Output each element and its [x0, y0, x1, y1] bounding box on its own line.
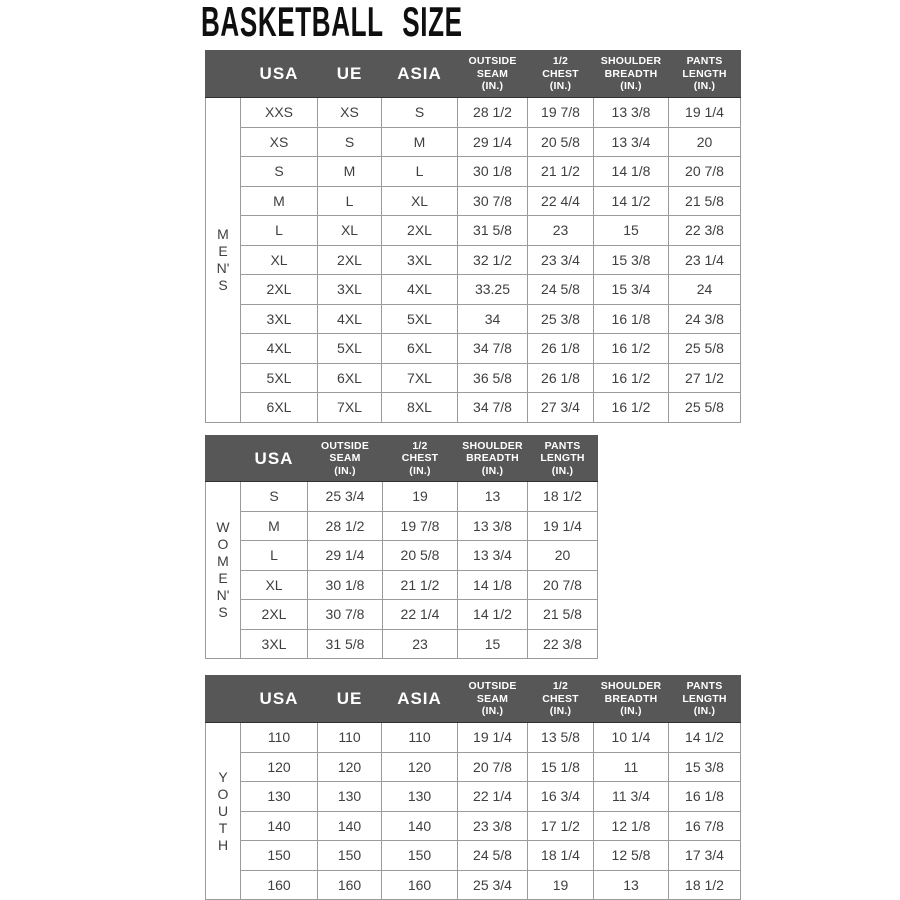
youth-cell-usa: 120 [241, 752, 318, 782]
mens-cell-outside-seam: 32 1/2 [458, 245, 528, 275]
mens-cell-ue: XL [318, 216, 382, 246]
mens-cell-asia: S [382, 98, 458, 128]
mens-row-10 [206, 363, 741, 393]
youth-cell-half-chest: 19 [528, 870, 594, 900]
youth-cell-half-chest: 15 1/8 [528, 752, 594, 782]
youth-cell-asia: 120 [382, 752, 458, 782]
mens-cell-shoulder-breadth: 14 1/8 [594, 157, 669, 187]
mens-cell-outside-seam: 36 5/8 [458, 363, 528, 393]
youth-cell-half-chest: 18 1/4 [528, 841, 594, 871]
column-header-shoulder-breadth: SHOULDER BREADTH (IN.) [594, 51, 669, 98]
womens-cell-half-chest: 19 [383, 482, 458, 512]
womens-row-3 [206, 541, 598, 571]
mens-cell-asia: 7XL [382, 363, 458, 393]
youth-cell-usa: 150 [241, 841, 318, 871]
mens-cell-ue: 5XL [318, 334, 382, 364]
mens-cell-ue: 6XL [318, 363, 382, 393]
youth-cell-ue: 130 [318, 782, 382, 812]
mens-cell-ue: S [318, 127, 382, 157]
youth-cell-half-chest: 13 5/8 [528, 723, 594, 753]
womens-cell-usa: 3XL [241, 629, 308, 659]
youth-cell-half-chest: 16 3/4 [528, 782, 594, 812]
mens-cell-usa: 3XL [241, 304, 318, 334]
womens-cell-shoulder-breadth: 14 1/2 [458, 600, 528, 630]
womens-cell-pants-length: 21 5/8 [528, 600, 598, 630]
page-title-word-2: SIZE [402, 0, 463, 45]
mens-cell-usa: L [241, 216, 318, 246]
group-label-womens: W O M E N' S [206, 482, 241, 659]
womens-cell-outside-seam: 28 1/2 [308, 511, 383, 541]
mens-cell-half-chest: 27 3/4 [528, 393, 594, 423]
mens-cell-shoulder-breadth: 16 1/2 [594, 334, 669, 364]
mens-cell-outside-seam: 34 [458, 304, 528, 334]
group-label-youth: Y O U T H [206, 723, 241, 900]
mens-row-5 [206, 216, 741, 246]
mens-cell-asia: L [382, 157, 458, 187]
mens-header [206, 51, 741, 98]
youth-cell-pants-length: 15 3/8 [669, 752, 741, 782]
mens-cell-shoulder-breadth: 16 1/2 [594, 363, 669, 393]
youth-cell-asia: 140 [382, 811, 458, 841]
mens-cell-asia: 5XL [382, 304, 458, 334]
youth-body [206, 723, 741, 900]
mens-cell-asia: 4XL [382, 275, 458, 305]
mens-cell-pants-length: 20 7/8 [669, 157, 741, 187]
mens-cell-pants-length: 19 1/4 [669, 98, 741, 128]
youth-cell-ue: 160 [318, 870, 382, 900]
youth-cell-pants-length: 14 1/2 [669, 723, 741, 753]
column-header-ue: UE [318, 51, 382, 98]
mens-cell-outside-seam: 31 5/8 [458, 216, 528, 246]
youth-row-2 [206, 752, 741, 782]
mens-cell-pants-length: 27 1/2 [669, 363, 741, 393]
womens-row-2 [206, 511, 598, 541]
page-title-word-1: BASKETBALL [201, 0, 384, 45]
mens-cell-usa: XL [241, 245, 318, 275]
youth-header [206, 676, 741, 723]
mens-cell-outside-seam: 30 1/8 [458, 157, 528, 187]
mens-cell-ue: XS [318, 98, 382, 128]
mens-cell-outside-seam: 34 7/8 [458, 334, 528, 364]
mens-cell-ue: 3XL [318, 275, 382, 305]
youth-cell-outside-seam: 20 7/8 [458, 752, 528, 782]
youth-cell-shoulder-breadth: 11 3/4 [594, 782, 669, 812]
mens-cell-usa: XS [241, 127, 318, 157]
youth-size-table [205, 675, 741, 900]
mens-cell-half-chest: 26 1/8 [528, 363, 594, 393]
youth-cell-asia: 150 [382, 841, 458, 871]
mens-row-7 [206, 275, 741, 305]
column-header-half-chest: 1/2 CHEST (IN.) [383, 436, 458, 482]
mens-cell-pants-length: 25 5/8 [669, 393, 741, 423]
mens-cell-usa: S [241, 157, 318, 187]
womens-header [206, 436, 598, 482]
mens-cell-shoulder-breadth: 13 3/4 [594, 127, 669, 157]
womens-cell-outside-seam: 31 5/8 [308, 629, 383, 659]
column-header-pants-length: PANTS LENGTH (IN.) [528, 436, 598, 482]
youth-cell-shoulder-breadth: 12 1/8 [594, 811, 669, 841]
column-header-half-chest: 1/2 CHEST (IN.) [528, 676, 594, 723]
column-header-pants-length: PANTS LENGTH (IN.) [669, 51, 741, 98]
mens-cell-asia: 8XL [382, 393, 458, 423]
mens-cell-usa: 5XL [241, 363, 318, 393]
womens-row-5 [206, 600, 598, 630]
womens-cell-outside-seam: 29 1/4 [308, 541, 383, 571]
column-header-half-chest: 1/2 CHEST (IN.) [528, 51, 594, 98]
youth-cell-asia: 110 [382, 723, 458, 753]
womens-cell-usa: L [241, 541, 308, 571]
mens-cell-ue: 7XL [318, 393, 382, 423]
youth-cell-outside-seam: 19 1/4 [458, 723, 528, 753]
mens-row-8 [206, 304, 741, 334]
mens-size-table [205, 50, 741, 423]
womens-cell-pants-length: 20 7/8 [528, 570, 598, 600]
womens-group-header-spacer [206, 436, 241, 482]
womens-cell-shoulder-breadth: 14 1/8 [458, 570, 528, 600]
mens-cell-shoulder-breadth: 16 1/2 [594, 393, 669, 423]
mens-row-1 [206, 98, 741, 128]
womens-cell-usa: XL [241, 570, 308, 600]
womens-cell-pants-length: 19 1/4 [528, 511, 598, 541]
youth-cell-pants-length: 16 7/8 [669, 811, 741, 841]
womens-cell-pants-length: 18 1/2 [528, 482, 598, 512]
mens-group-header-spacer [206, 51, 241, 98]
mens-cell-asia: M [382, 127, 458, 157]
womens-cell-outside-seam: 30 7/8 [308, 600, 383, 630]
mens-cell-usa: 4XL [241, 334, 318, 364]
womens-size-table [205, 435, 598, 659]
mens-cell-pants-length: 24 3/8 [669, 304, 741, 334]
youth-cell-ue: 120 [318, 752, 382, 782]
womens-cell-pants-length: 20 [528, 541, 598, 571]
youth-cell-shoulder-breadth: 11 [594, 752, 669, 782]
youth-header-row [206, 676, 741, 723]
mens-cell-half-chest: 21 1/2 [528, 157, 594, 187]
womens-row-4 [206, 570, 598, 600]
column-header-outside-seam: OUTSIDE SEAM (IN.) [458, 51, 528, 98]
mens-cell-usa: M [241, 186, 318, 216]
youth-cell-usa: 140 [241, 811, 318, 841]
womens-cell-half-chest: 23 [383, 629, 458, 659]
mens-cell-ue: M [318, 157, 382, 187]
youth-cell-pants-length: 18 1/2 [669, 870, 741, 900]
womens-cell-pants-length: 22 3/8 [528, 629, 598, 659]
youth-row-1 [206, 723, 741, 753]
youth-cell-pants-length: 16 1/8 [669, 782, 741, 812]
column-header-ue: UE [318, 676, 382, 723]
mens-cell-shoulder-breadth: 16 1/8 [594, 304, 669, 334]
mens-row-11 [206, 393, 741, 423]
womens-body [206, 482, 598, 659]
youth-row-4 [206, 811, 741, 841]
youth-row-5 [206, 841, 741, 871]
mens-cell-asia: XL [382, 186, 458, 216]
mens-cell-ue: 2XL [318, 245, 382, 275]
youth-row-3 [206, 782, 741, 812]
column-header-outside-seam: OUTSIDE SEAM (IN.) [308, 436, 383, 482]
mens-cell-ue: L [318, 186, 382, 216]
mens-cell-pants-length: 20 [669, 127, 741, 157]
group-label-mens: M E N' S [206, 98, 241, 423]
column-header-pants-length: PANTS LENGTH (IN.) [669, 676, 741, 723]
mens-cell-usa: 2XL [241, 275, 318, 305]
youth-cell-ue: 140 [318, 811, 382, 841]
womens-cell-usa: M [241, 511, 308, 541]
womens-cell-shoulder-breadth: 13 3/4 [458, 541, 528, 571]
mens-cell-pants-length: 24 [669, 275, 741, 305]
page-title [201, 1, 463, 43]
column-header-usa: USA [241, 436, 308, 482]
column-header-usa: USA [241, 51, 318, 98]
mens-cell-shoulder-breadth: 13 3/8 [594, 98, 669, 128]
youth-cell-asia: 160 [382, 870, 458, 900]
mens-row-3 [206, 157, 741, 187]
youth-cell-outside-seam: 25 3/4 [458, 870, 528, 900]
mens-cell-pants-length: 21 5/8 [669, 186, 741, 216]
womens-cell-usa: 2XL [241, 600, 308, 630]
mens-cell-half-chest: 22 4/4 [528, 186, 594, 216]
mens-cell-shoulder-breadth: 15 3/8 [594, 245, 669, 275]
mens-cell-pants-length: 25 5/8 [669, 334, 741, 364]
mens-cell-half-chest: 25 3/8 [528, 304, 594, 334]
youth-cell-usa: 160 [241, 870, 318, 900]
womens-cell-shoulder-breadth: 13 3/8 [458, 511, 528, 541]
column-header-outside-seam: OUTSIDE SEAM (IN.) [458, 676, 528, 723]
column-header-usa: USA [241, 676, 318, 723]
mens-row-9 [206, 334, 741, 364]
mens-cell-outside-seam: 34 7/8 [458, 393, 528, 423]
youth-group-header-spacer [206, 676, 241, 723]
mens-cell-half-chest: 24 5/8 [528, 275, 594, 305]
youth-cell-shoulder-breadth: 13 [594, 870, 669, 900]
womens-cell-outside-seam: 25 3/4 [308, 482, 383, 512]
mens-body [206, 98, 741, 423]
youth-cell-ue: 150 [318, 841, 382, 871]
column-header-asia: ASIA [382, 51, 458, 98]
mens-row-4 [206, 186, 741, 216]
mens-cell-outside-seam: 29 1/4 [458, 127, 528, 157]
mens-header-row [206, 51, 741, 98]
mens-cell-shoulder-breadth: 15 [594, 216, 669, 246]
youth-cell-half-chest: 17 1/2 [528, 811, 594, 841]
mens-cell-shoulder-breadth: 14 1/2 [594, 186, 669, 216]
womens-row-6 [206, 629, 598, 659]
womens-cell-shoulder-breadth: 13 [458, 482, 528, 512]
youth-cell-shoulder-breadth: 10 1/4 [594, 723, 669, 753]
mens-cell-half-chest: 23 [528, 216, 594, 246]
womens-cell-usa: S [241, 482, 308, 512]
womens-header-row [206, 436, 598, 482]
mens-cell-usa: XXS [241, 98, 318, 128]
youth-cell-usa: 130 [241, 782, 318, 812]
mens-cell-asia: 3XL [382, 245, 458, 275]
mens-cell-asia: 6XL [382, 334, 458, 364]
youth-cell-outside-seam: 22 1/4 [458, 782, 528, 812]
mens-cell-shoulder-breadth: 15 3/4 [594, 275, 669, 305]
mens-cell-outside-seam: 28 1/2 [458, 98, 528, 128]
youth-cell-shoulder-breadth: 12 5/8 [594, 841, 669, 871]
mens-row-6 [206, 245, 741, 275]
mens-cell-pants-length: 22 3/8 [669, 216, 741, 246]
womens-cell-half-chest: 20 5/8 [383, 541, 458, 571]
mens-cell-outside-seam: 30 7/8 [458, 186, 528, 216]
womens-row-1 [206, 482, 598, 512]
youth-cell-outside-seam: 24 5/8 [458, 841, 528, 871]
mens-cell-asia: 2XL [382, 216, 458, 246]
mens-cell-half-chest: 23 3/4 [528, 245, 594, 275]
mens-cell-outside-seam: 33.25 [458, 275, 528, 305]
youth-cell-usa: 110 [241, 723, 318, 753]
youth-cell-ue: 110 [318, 723, 382, 753]
womens-cell-half-chest: 22 1/4 [383, 600, 458, 630]
mens-cell-pants-length: 23 1/4 [669, 245, 741, 275]
mens-cell-usa: 6XL [241, 393, 318, 423]
column-header-asia: ASIA [382, 676, 458, 723]
womens-cell-half-chest: 19 7/8 [383, 511, 458, 541]
mens-cell-ue: 4XL [318, 304, 382, 334]
womens-cell-outside-seam: 30 1/8 [308, 570, 383, 600]
mens-cell-half-chest: 20 5/8 [528, 127, 594, 157]
mens-row-2 [206, 127, 741, 157]
youth-cell-outside-seam: 23 3/8 [458, 811, 528, 841]
mens-cell-half-chest: 26 1/8 [528, 334, 594, 364]
mens-cell-half-chest: 19 7/8 [528, 98, 594, 128]
column-header-shoulder-breadth: SHOULDER BREADTH (IN.) [594, 676, 669, 723]
youth-cell-asia: 130 [382, 782, 458, 812]
youth-row-6 [206, 870, 741, 900]
womens-cell-shoulder-breadth: 15 [458, 629, 528, 659]
youth-cell-pants-length: 17 3/4 [669, 841, 741, 871]
column-header-shoulder-breadth: SHOULDER BREADTH (IN.) [458, 436, 528, 482]
womens-cell-half-chest: 21 1/2 [383, 570, 458, 600]
